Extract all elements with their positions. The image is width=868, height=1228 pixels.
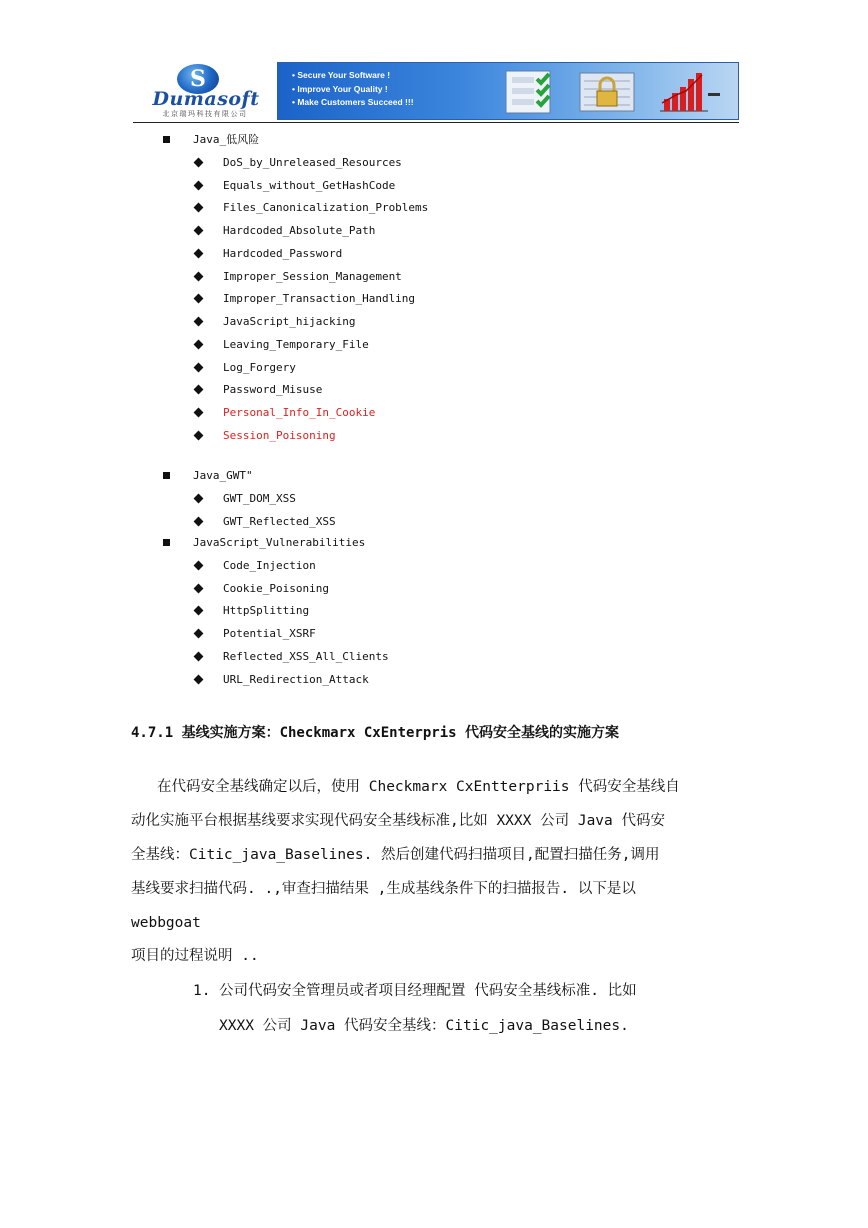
banner-slogan: • Make Customers Succeed !!! [292,97,414,107]
diamond-bullet-icon [194,339,204,349]
diamond-bullet-icon [194,385,204,395]
square-bullet-icon [163,136,170,143]
group-title: JavaScript_Vulnerabilities [193,536,366,549]
list-item: Cookie_Poisoning [223,581,329,595]
paragraph-line: 项目的过程说明 .. [131,948,259,964]
paragraph-line: 基线要求扫描代码. .,审查扫描结果 ,生成基线条件下的扫描报告. 以下是以 [131,881,636,897]
numbered-item-line: XXXX 公司 Java 代码安全基线：Citic_java_Baselines. [219,1018,629,1034]
diamond-bullet-icon [194,493,204,503]
list-item: Improper_Transaction_Handling [223,292,416,306]
banner-slogan: • Secure Your Software ! [292,70,391,80]
paragraph-line: webbgoat [131,915,201,931]
diamond-bullet-icon [194,430,204,440]
padlock-document-icon [578,69,638,115]
list-item: JavaScript_hijacking [223,315,356,328]
diamond-bullet-icon [194,651,204,661]
bar-chart-icon [656,69,726,115]
list-item: Leaving_Temporary_File [223,337,369,351]
list-item: Session_Poisoning [223,428,336,442]
list-item: Log_Forgery [223,360,296,374]
diamond-bullet-icon [194,271,204,281]
list-item: GWT_Reflected_XSS [223,514,336,528]
diamond-bullet-icon [194,674,204,684]
list-item: Equals_without_GetHashCode [223,178,396,192]
group-title: Java_低风险 [193,133,260,146]
list-item: Reflected_XSS_All_Clients [223,649,389,663]
square-bullet-icon [163,472,170,479]
paragraph-line: 全基线：Citic_java_Baselines. 然后创建代码扫描项目,配置扫描任务,调用 [131,847,660,863]
logo-subtitle: 北京瑞玛科技有限公司 [162,110,248,118]
diamond-bullet-icon [194,516,204,526]
header-banner [277,62,739,120]
diamond-bullet-icon [194,362,204,372]
list-item: GWT_DOM_XSS [223,491,296,505]
list-item: URL_Redirection_Attack [223,672,369,686]
square-bullet-icon [163,539,170,546]
diamond-bullet-icon [194,203,204,213]
diamond-bullet-icon [194,180,204,190]
list-item: DoS_by_Unreleased_Resources [223,155,402,169]
list-item: Files_Canonicalization_Problems [223,201,429,215]
company-logo [133,62,277,120]
banner-slogans [292,69,414,110]
list-item: HttpSplitting [223,604,310,618]
diamond-bullet-icon [194,317,204,327]
section-heading: 4.7.1 基线实施方案：Checkmarx CxEnterpris 代码安全基线的实施方案 [131,725,620,741]
paragraph-line: 动化实施平台根据基线要求实现代码安全基线标准,比如 XXXX 公司 Java 代码安 [131,813,665,829]
header-divider [133,122,739,123]
list-item: Password_Misuse [223,383,323,397]
banner-slogan: • Improve Your Quality ! [292,83,388,94]
list-item: Code_Injection [223,558,316,572]
diamond-bullet-icon [194,408,204,418]
diamond-bullet-icon [194,248,204,258]
list-item: Potential_XSRF [223,627,316,640]
list-item: Personal_Info_In_Cookie [223,406,376,419]
diamond-bullet-icon [194,629,204,639]
diamond-bullet-icon [194,560,204,570]
list-item: Hardcoded_Password [223,246,343,260]
diamond-bullet-icon [194,606,204,616]
document-header [133,62,739,122]
logo-wordmark: Dumasoft [152,88,260,110]
checklist-icon [502,69,556,115]
diamond-bullet-icon [194,226,204,236]
numbered-item-number: 1. [193,983,211,999]
logo-s-emblem-icon: S [177,64,219,94]
paragraph-line: 在代码安全基线确定以后，使用 Checkmarx CxEntterpriis 代码安全基线自 [157,779,680,795]
diamond-bullet-icon [194,294,204,304]
list-item: Improper_Session_Management [223,269,402,283]
diamond-bullet-icon [194,157,204,167]
group-title: Java_GWT" [193,469,253,482]
list-item: Hardcoded_Absolute_Path [223,224,376,237]
diamond-bullet-icon [194,583,204,593]
numbered-item-line: 公司代码安全管理员或者项目经理配置 代码安全基线标准. 比如 [219,983,637,999]
